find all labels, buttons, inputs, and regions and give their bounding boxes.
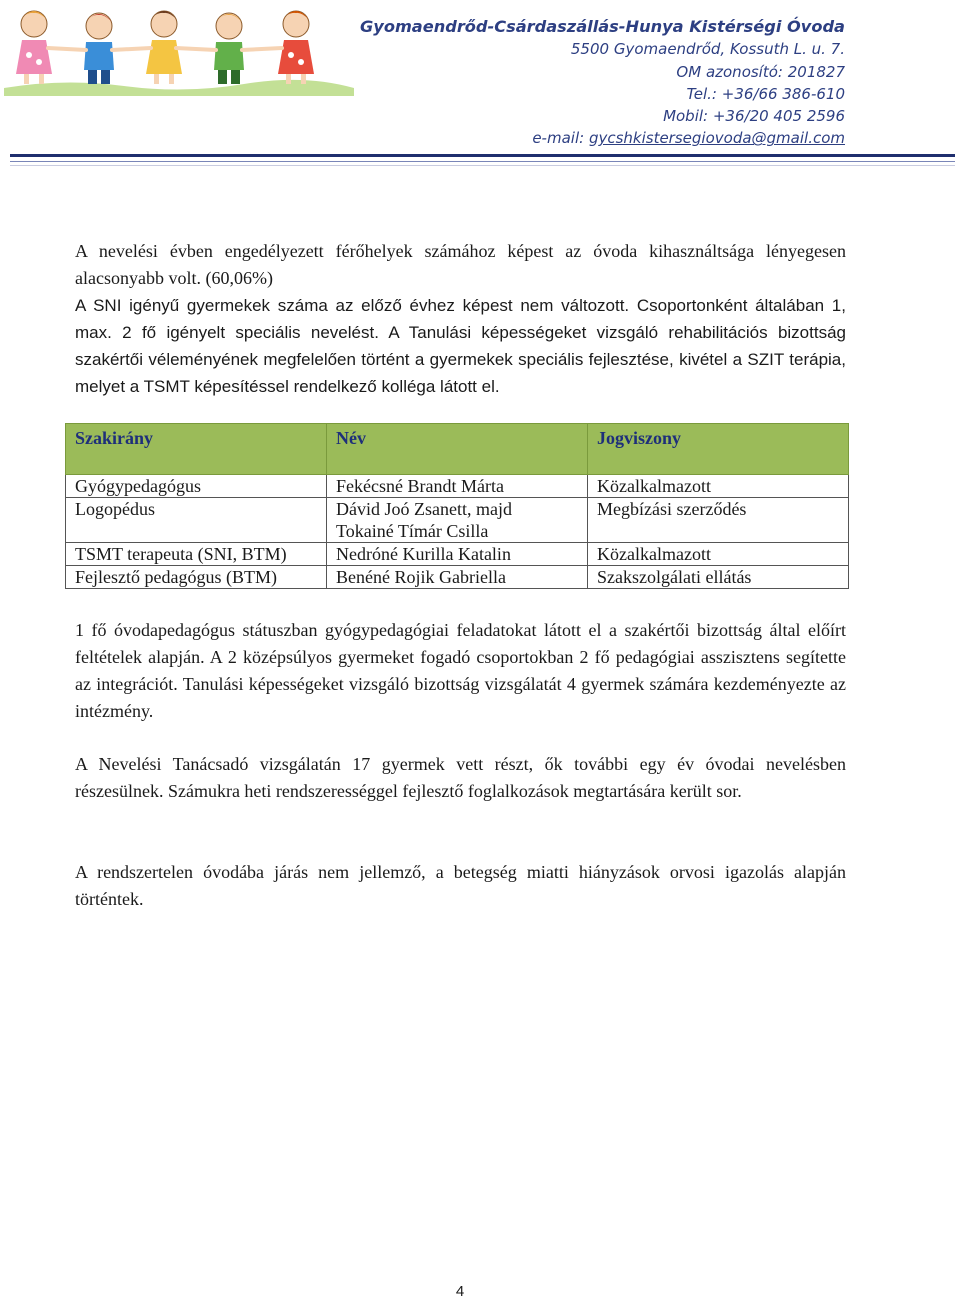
paragraph-counseling bbox=[75, 751, 846, 805]
cell-szakirany: Gyógypedagógus bbox=[66, 475, 327, 498]
paragraph-special-education bbox=[75, 617, 846, 725]
header-divider bbox=[10, 154, 955, 157]
column-header-jogviszony: Jogviszony bbox=[588, 424, 849, 475]
column-header-nev: Név bbox=[327, 424, 588, 475]
table-header-row bbox=[66, 424, 849, 475]
cell-nev: Fekécsné Brandt Márta bbox=[327, 475, 588, 498]
cell-jogviszony: Közalkalmazott bbox=[588, 543, 849, 566]
kindergarten-children-logo bbox=[4, 0, 354, 96]
paragraph-utilization bbox=[75, 238, 846, 400]
email-link[interactable]: gycshkistersegiovoda@gmail.com bbox=[588, 129, 845, 148]
cell-nev bbox=[327, 498, 588, 543]
cell-nev-line2: Tokainé Tímár Csilla bbox=[336, 521, 489, 541]
counseling-text: A Nevelési Tanácsadó vizsgálatán 17 gyermek vett részt, ők további egy év óvodai nevelésben részesülnek. Számukra heti rendszerességgel fejlesztő foglalkozások megtartására került sor. bbox=[75, 754, 846, 801]
cell-nev: Nedróné Kurilla Katalin bbox=[327, 543, 588, 566]
phone-number: Tel.: +36/66 386-610 bbox=[686, 84, 845, 103]
header-divider-light bbox=[10, 165, 955, 166]
mobile-number: Mobil: +36/20 405 2596 bbox=[663, 107, 845, 126]
cell-szakirany: TSMT terapeuta (SNI, BTM) bbox=[66, 543, 327, 566]
table-row bbox=[66, 566, 849, 589]
header-divider-thin bbox=[10, 161, 955, 162]
email-label: e-mail: bbox=[532, 129, 589, 148]
utilization-text: A nevelési évben engedélyezett férőhelyek számához képest az óvoda kihasználtsága lényegesen alacsonyabb volt. (60,06%) bbox=[75, 241, 846, 288]
table-row bbox=[66, 475, 849, 498]
cell-jogviszony: Közalkalmazott bbox=[588, 475, 849, 498]
cell-nev: Benéné Rojik Gabriella bbox=[327, 566, 588, 589]
cell-szakirany: Fejlesztő pedagógus (BTM) bbox=[66, 566, 327, 589]
sni-text: A SNI igényű gyermekek száma az előző évhez képest nem változott. Csoportonként általában 1, max. 2 fő igényelt speciális nevelést. A Tanulási képességeket vizsgáló rehabilitációs bizottság szakértői véleményének megfelelően történt a gyermekek speciális fejlesztése, kivétel a SZIT terápia, melyet a TSMT képesítéssel rendelkező kolléga látott el. bbox=[75, 296, 846, 396]
email-line bbox=[360, 127, 845, 149]
organization-address: 5500 Gyomaendrőd, Kossuth L. u. 7. bbox=[570, 40, 845, 59]
table-row bbox=[66, 543, 849, 566]
staff-table bbox=[65, 423, 849, 589]
organization-header bbox=[360, 16, 845, 150]
table-row bbox=[66, 498, 849, 543]
cell-szakirany: Logopédus bbox=[66, 498, 327, 543]
attendance-text: A rendszertelen óvodába járás nem jellemző, a betegség miatti hiányzások orvosi igazolás alapján történtek. bbox=[75, 862, 846, 909]
cell-jogviszony: Megbízási szerződés bbox=[588, 498, 849, 543]
cell-jogviszony: Szakszolgálati ellátás bbox=[588, 566, 849, 589]
om-identifier: OM azonosító: 201827 bbox=[676, 62, 845, 81]
page-number: 4 bbox=[455, 1283, 465, 1300]
column-header-szakirany: Szakirány bbox=[66, 424, 327, 475]
cell-nev-line1: Dávid Joó Zsanett, majd bbox=[336, 499, 512, 519]
paragraph-attendance bbox=[75, 859, 846, 913]
special-education-text: 1 fő óvodapedagógus státuszban gyógypedagógiai feladatokat látott el a szakértői bizottság által előírt feltételek alapján. A 2 középsúlyos gyermeket fogadó csoportokban 2 fő pedagógiai asszisztens segítette az integrációt. Tanulási képességeket vizsgáló bizottság vizsgálatát 4 gyermek számára kezdeményezte az intézmény. bbox=[75, 620, 846, 721]
organization-name: Gyomaendrőd-Csárdaszállás-Hunya Kistérségi Óvoda bbox=[359, 17, 845, 36]
